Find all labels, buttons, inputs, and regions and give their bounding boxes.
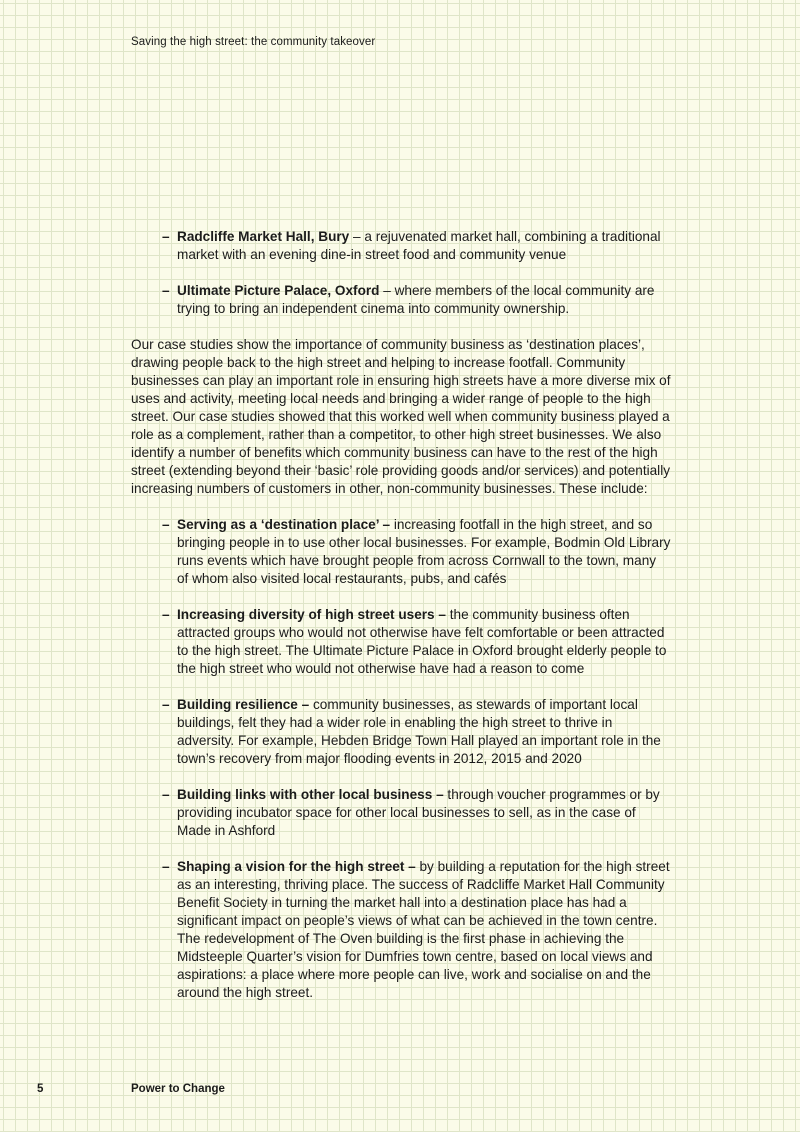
dash-bullet-icon: – [162, 787, 170, 802]
list-item-term: Serving as a ‘destination place’ – [177, 517, 391, 532]
dash-bullet-icon: – [162, 607, 170, 622]
dash-bullet-icon: – [162, 283, 170, 298]
list-item-term: Radcliffe Market Hall, Bury [177, 229, 350, 244]
list-item [162, 606, 671, 678]
list-item-text: – where members of the local community are trying to bring an independent cinema into community ownership. [177, 283, 655, 316]
benefits-list [131, 516, 671, 1002]
list-item [162, 696, 671, 768]
list-item-text: increasing footfall in the high street, and so bringing people in to use other local businesses. For example, Bodmin Old Library runs events which have brought people from across Cornwall to the town, many of whom also visited local restaurants, pubs, and cafés [177, 517, 671, 586]
dash-bullet-icon: – [162, 517, 170, 532]
list-item [162, 858, 671, 1002]
list-item-term: Ultimate Picture Palace, Oxford [177, 283, 380, 298]
list-item-term: Building resilience – [177, 697, 310, 712]
list-item [162, 516, 671, 588]
page-content [131, 228, 671, 1002]
intro-case-study-list [131, 228, 671, 318]
list-item-text: community businesses, as stewards of important local buildings, felt they had a wider role in enabling the high street to thrive in adversity. For example, Hebden Bridge Town Hall played an important role in the town’s recovery from major flooding events in 2012, 2015 and 2020 [177, 697, 661, 766]
list-item [162, 282, 671, 318]
list-item-text: – a rejuvenated market hall, combining a traditional market with an evening dine-in street food and community venue [177, 229, 661, 262]
list-item [162, 228, 671, 264]
list-item-term: Increasing diversity of high street users – [177, 607, 446, 622]
list-item-term: Building links with other local business – [177, 787, 444, 802]
list-item-term: Shaping a vision for the high street – [177, 859, 416, 874]
dash-bullet-icon: – [162, 859, 170, 874]
list-item-text: the community business often attracted groups who would not otherwise have felt comfortable or been attracted to the high street. The Ultimate Picture Palace in Oxford brought elderly people to the high street who would not otherwise have had a reason to come [177, 607, 667, 676]
list-item-text: by building a reputation for the high street as an interesting, thriving place. The success of Radcliffe Market Hall Community Benefit Society in turning the market hall into a destination place has had a significant impact on people’s views of what can be achieved in the town centre. The redevelopment of The Oven building is the first phase in achieving the Midsteeple Quarter’s vision for Dumfries town centre, based on local views and aspirations: a place where more people can live, work and socialise on and the around the high street. [177, 859, 670, 1000]
list-item [162, 786, 671, 840]
footer-organisation: Power to Change [131, 1083, 225, 1095]
dash-bullet-icon: – [162, 229, 170, 244]
dash-bullet-icon: – [162, 697, 170, 712]
list-item-text: through voucher programmes or by providing incubator space for other local businesses to sell, as in the case of Made in Ashford [177, 787, 660, 838]
body-paragraph: Our case studies show the importance of community business as ‘destination places’, drawing people back to the high street and helping to increase footfall. Community businesses can play an important role in ensuring high streets have a more diverse mix of uses and activity, meeting local needs and bringing a wider range of people to the high street. Our case studies showed that this worked well when community business played a role as a complement, rather than a competitor, to other high street businesses. We also identify a number of benefits which community business can have to the rest of the high street (extending beyond their ‘basic’ role providing goods and/or services) and potentially increasing numbers of customers in other, non-community businesses. These include: [131, 337, 671, 496]
running-header-title: Saving the high street: the community takeover [131, 36, 376, 48]
page-number: 5 [37, 1083, 44, 1095]
